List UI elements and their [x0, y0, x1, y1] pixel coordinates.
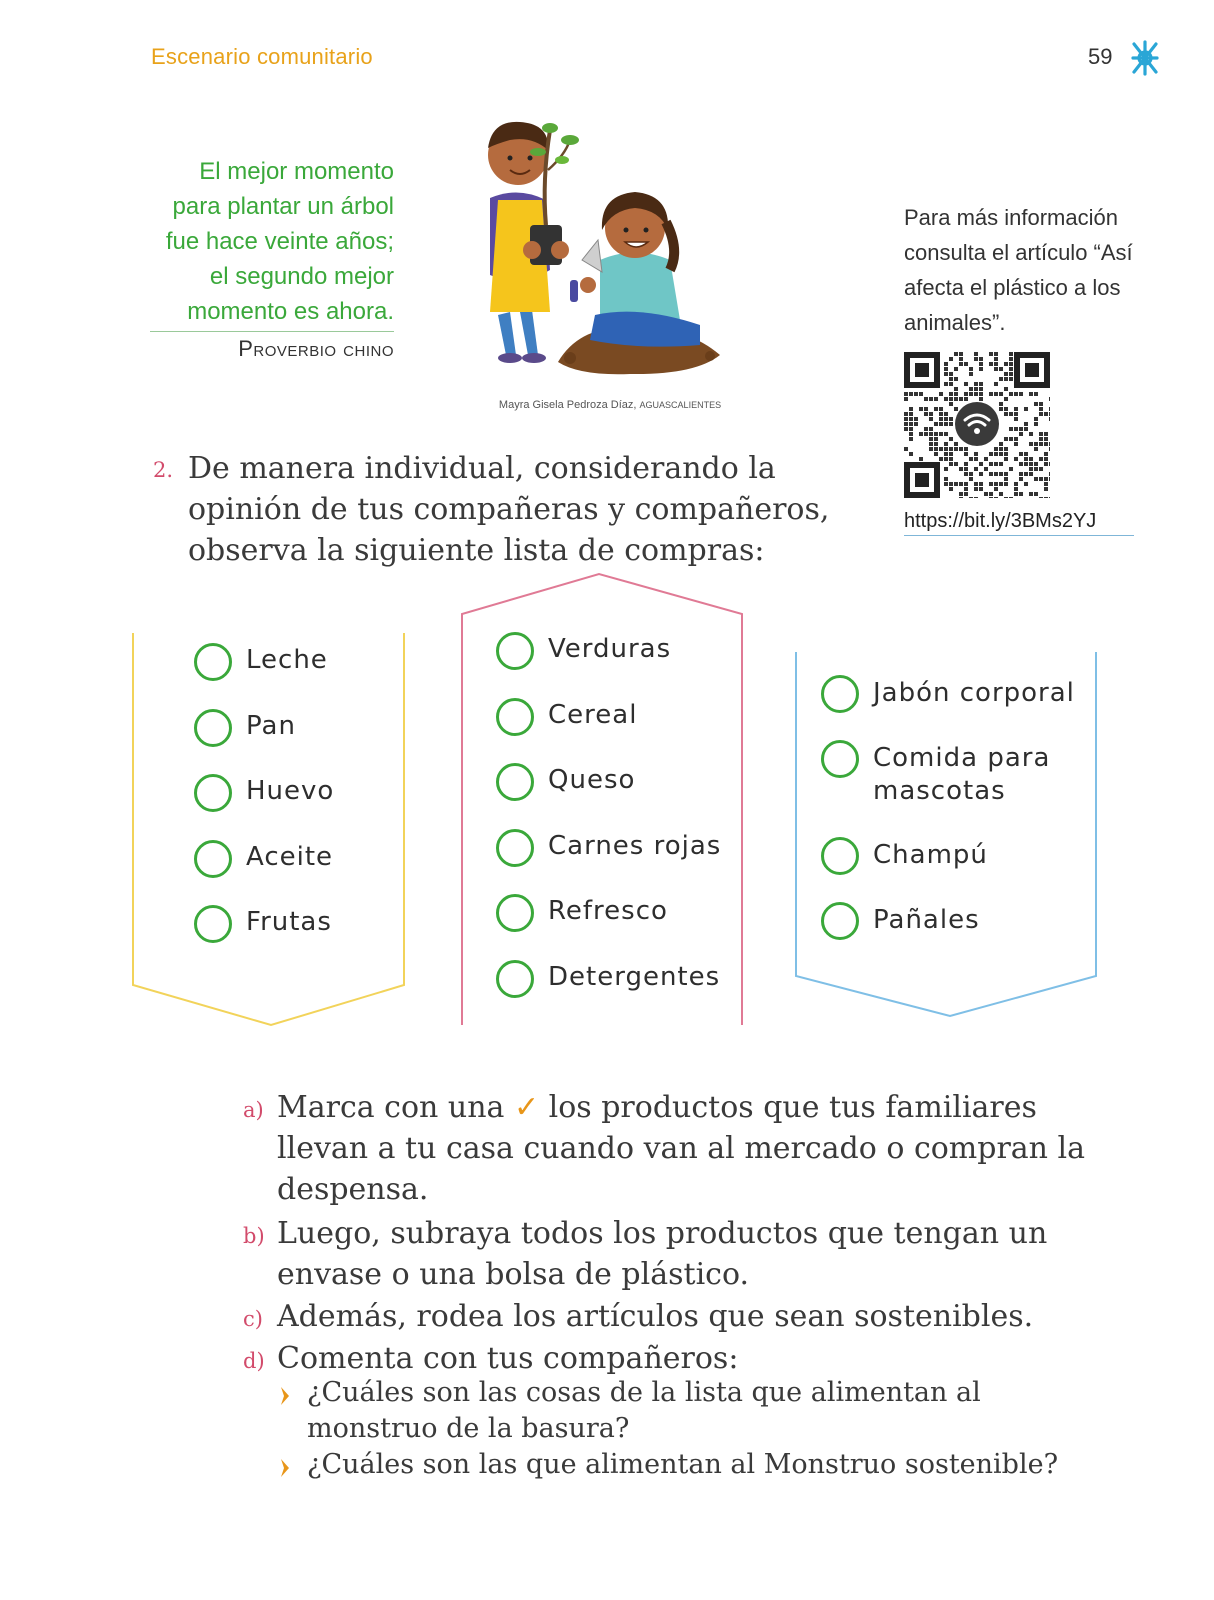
subquestion-line: llevan a tu casa cuando van al mercado o compran la	[277, 1131, 1086, 1166]
list-item-label: Jabón corporal	[873, 678, 1075, 708]
page-number: 59	[1088, 44, 1113, 69]
quote-line: para plantar un árbol	[172, 193, 394, 220]
checkbox-circle-icon[interactable]	[820, 674, 860, 714]
checkbox-circle-icon[interactable]	[820, 901, 860, 941]
quote-line: fue hace veinte años;	[165, 228, 394, 255]
subquestion-letter-d: d)	[243, 1349, 265, 1373]
quote-line: El mejor momento	[199, 158, 394, 185]
subquestion-text: los productos que tus familiares	[539, 1090, 1037, 1125]
question-line: observa la siguiente lista de compras:	[188, 533, 765, 568]
list-item-label: Pan	[246, 710, 296, 741]
list-item-label: Leche	[246, 645, 328, 675]
checkbox-circle-icon[interactable]	[193, 904, 233, 944]
checkbox-circle-icon[interactable]	[495, 762, 535, 802]
quote-line: momento es ahora.	[187, 298, 394, 325]
list-item[interactable]	[495, 831, 735, 897]
list-item-label: Pañales	[873, 905, 980, 935]
list-item-label: Refresco	[548, 896, 668, 926]
yellow-shopping-list	[193, 645, 393, 973]
subquestion-line: Comenta con tus compañeros:	[277, 1341, 739, 1376]
quote	[150, 154, 394, 329]
checkbox-circle-icon[interactable]	[193, 839, 233, 879]
subquestion-letter-a: a)	[243, 1098, 264, 1122]
cross-knot-emblem-icon	[1130, 40, 1160, 76]
list-item-label: Frutas	[246, 907, 332, 937]
checkbox-circle-icon[interactable]	[193, 642, 233, 682]
list-item-label: mascotas	[873, 776, 1006, 806]
list-item-label: Champú	[873, 840, 988, 870]
list-item[interactable]	[193, 645, 393, 711]
list-item-label: Cereal	[548, 699, 638, 730]
quote-divider	[150, 331, 394, 332]
check-mark-icon: ✓	[513, 1090, 540, 1125]
quote-line: el segundo mejor	[209, 263, 394, 290]
list-item[interactable]	[820, 677, 1080, 742]
info-line: Para más información	[904, 205, 1118, 230]
question-line: opinión de tus compañeras y compañeros,	[188, 492, 830, 527]
credit-place: AGUASCALIENTES	[639, 400, 722, 410]
list-item-label: Comida para	[873, 743, 1051, 773]
subquestion-line	[277, 1087, 1117, 1128]
list-item-label: Verduras	[548, 634, 672, 664]
subquestion-b	[277, 1213, 1117, 1295]
checkbox-circle-icon[interactable]	[193, 708, 233, 748]
subquestion-letter-c: c)	[243, 1307, 263, 1331]
checkbox-circle-icon[interactable]	[820, 739, 860, 779]
subquestion-text: Marca con una	[277, 1090, 514, 1125]
subquestion-line: Además, rodea los artículos que sean sostenibles.	[277, 1299, 1034, 1334]
checkbox-circle-icon[interactable]	[495, 631, 535, 671]
question-line: De manera individual, considerando la	[188, 451, 776, 486]
bullet-chevron-icon	[280, 1386, 290, 1406]
list-item[interactable]	[193, 842, 393, 908]
info-line: animales”.	[904, 310, 1006, 335]
checkbox-circle-icon[interactable]	[495, 828, 535, 868]
list-item[interactable]	[495, 962, 735, 1028]
credit-name: Mayra Gisela Pedroza Díaz,	[498, 399, 640, 411]
question-text	[188, 448, 848, 571]
list-item[interactable]	[820, 839, 1080, 904]
blue-shopping-list	[820, 677, 1080, 937]
list-item[interactable]	[820, 904, 1080, 937]
discussion-line: ¿Cuáles son las que alimentan al Monstruo sostenible?	[307, 1449, 1059, 1480]
subquestion-c	[277, 1296, 1117, 1337]
children-planting-tree-illustration	[470, 100, 740, 390]
section-label: Escenario comunitario	[151, 44, 373, 69]
subquestion-line: despensa.	[277, 1172, 429, 1207]
list-item[interactable]	[495, 896, 735, 962]
discussion-question	[307, 1375, 1127, 1447]
list-item-label: Huevo	[246, 776, 335, 806]
question-number: 2.	[153, 458, 174, 482]
subquestion-a	[277, 1087, 1117, 1210]
list-item[interactable]	[193, 711, 393, 777]
list-item[interactable]	[820, 742, 1080, 839]
info-line: consulta el artículo “Así	[904, 240, 1133, 265]
subquestion-letter-b: b)	[243, 1224, 265, 1248]
list-item-label: Aceite	[246, 841, 334, 872]
qr-code-icon[interactable]	[904, 352, 1050, 498]
discussion-line: monstruo de la basura?	[307, 1413, 630, 1444]
checkbox-circle-icon[interactable]	[495, 959, 535, 999]
checkbox-circle-icon[interactable]	[193, 773, 233, 813]
list-item-label: Queso	[548, 765, 636, 795]
checkbox-circle-icon[interactable]	[495, 893, 535, 933]
list-item[interactable]	[193, 907, 393, 973]
list-item[interactable]	[193, 776, 393, 842]
pink-shopping-list	[495, 634, 735, 1027]
quote-author: Proverbio chino	[238, 336, 394, 361]
illustration-credit	[470, 399, 750, 411]
bullet-chevron-icon	[280, 1458, 290, 1478]
checkbox-circle-icon[interactable]	[495, 697, 535, 737]
subquestion-line: envase o una bolsa de plástico.	[277, 1257, 750, 1292]
list-item-label: Detergentes	[548, 961, 721, 992]
list-item[interactable]	[495, 634, 735, 700]
discussion-line: ¿Cuáles son las cosas de la lista que alimentan al	[307, 1377, 981, 1408]
list-item[interactable]	[495, 765, 735, 831]
more-info-text	[904, 200, 1144, 340]
discussion-question	[307, 1447, 1127, 1483]
subquestion-d	[277, 1338, 1117, 1379]
info-line: afecta el plástico a los	[904, 275, 1121, 300]
subquestion-line: Luego, subraya todos los productos que tengan un	[277, 1216, 1048, 1251]
list-item[interactable]	[495, 700, 735, 766]
article-link[interactable]: https://bit.ly/3BMs2YJ	[904, 510, 1134, 536]
checkbox-circle-icon[interactable]	[820, 836, 860, 876]
list-item-label: Carnes rojas	[548, 830, 722, 861]
